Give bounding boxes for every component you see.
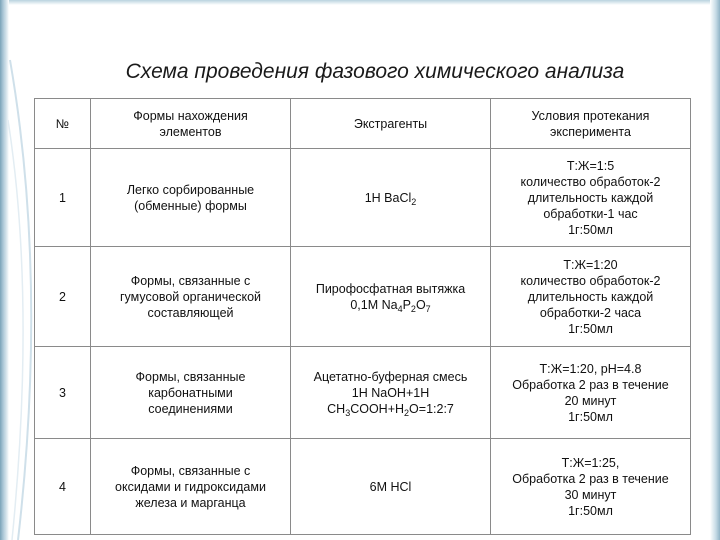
cell-line: 1г:50мл bbox=[568, 222, 613, 237]
cell-line: Обработка 2 раз в течение bbox=[512, 471, 669, 486]
cell-line: гумусовой органической bbox=[119, 289, 262, 304]
row-conditions bbox=[491, 347, 691, 439]
row-num: 2 bbox=[35, 247, 91, 347]
cell-line: соединениями bbox=[148, 401, 233, 416]
cell-line: 1г:50мл bbox=[568, 321, 613, 336]
extractant-line: Пирофосфатная вытяжка bbox=[315, 281, 466, 296]
cell-line: Формы, связанные bbox=[135, 369, 246, 384]
cell-line: 20 минут bbox=[564, 393, 617, 408]
row-conditions bbox=[491, 439, 691, 535]
cell-line: оксидами и гидроксидами bbox=[115, 479, 266, 494]
table-row bbox=[35, 347, 691, 439]
cell-line: количество обработок-2 bbox=[520, 174, 661, 189]
cell-line: 30 минут bbox=[564, 487, 617, 502]
header-conditions: Условия протекания эксперимента bbox=[491, 99, 691, 149]
analysis-table bbox=[34, 98, 691, 535]
cell-line: Т:Ж=1:20, рН=4.8 bbox=[539, 361, 642, 376]
cell-line: 1г:50мл bbox=[568, 409, 613, 424]
extractant-line: 1Н NaOH+1Н bbox=[351, 385, 430, 400]
extractant-line: $CH_3COOH+H_2O=1:2:7$ bbox=[327, 401, 454, 418]
cell-line: Формы, связанные с bbox=[130, 273, 251, 288]
row-extractant bbox=[291, 439, 491, 535]
row-num: 1 bbox=[35, 149, 91, 247]
slide-frame-top bbox=[0, 0, 720, 5]
row-extractant bbox=[291, 247, 491, 347]
table-row bbox=[35, 149, 691, 247]
cell-line: Т:Ж=1:20 bbox=[563, 257, 618, 272]
cell-line: Т:Ж=1:25, bbox=[561, 455, 620, 470]
cell-line: составляющей bbox=[147, 305, 234, 320]
row-extractant bbox=[291, 347, 491, 439]
cell-line: длительность каждой bbox=[527, 289, 654, 304]
row-num: 3 bbox=[35, 347, 91, 439]
cell-line: Легко сорбированные bbox=[126, 182, 255, 197]
extractant-line: 1Н BaCl$_2$ bbox=[364, 190, 417, 207]
cell-line: карбонатными bbox=[148, 385, 233, 400]
page-title: Схема проведения фазового химического анализа bbox=[125, 60, 625, 83]
cell-line: железа и марганца bbox=[135, 495, 246, 510]
header-num: № bbox=[35, 99, 91, 149]
row-forms bbox=[91, 439, 291, 535]
cell-line: количество обработок-2 bbox=[520, 273, 661, 288]
row-extractant bbox=[291, 149, 491, 247]
cell-line: (обменные) формы bbox=[134, 198, 247, 213]
cell-line: обработки-1 час bbox=[543, 206, 638, 221]
cell-line: Обработка 2 раз в течение bbox=[512, 377, 669, 392]
header-extractants: Экстрагенты bbox=[291, 99, 491, 149]
table-row bbox=[35, 439, 691, 535]
extractant-line: 6М HCl bbox=[369, 479, 412, 494]
table-header-row bbox=[35, 99, 691, 149]
cell-line: 1г:50мл bbox=[568, 503, 613, 518]
extractant-line: 0,1М $Na_4P_2O_7$ bbox=[350, 297, 431, 314]
cell-line: обработки-2 часа bbox=[539, 305, 642, 320]
cell-line: Т:Ж=1:5 bbox=[566, 158, 615, 173]
row-forms bbox=[91, 247, 291, 347]
row-conditions bbox=[491, 149, 691, 247]
row-conditions bbox=[491, 247, 691, 347]
row-num: 4 bbox=[35, 439, 91, 535]
extractant-line: Ацетатно-буферная смесь bbox=[313, 369, 468, 384]
table-row bbox=[35, 247, 691, 347]
cell-line: Формы, связанные с bbox=[130, 463, 251, 478]
row-forms bbox=[91, 347, 291, 439]
header-forms: Формы нахождения элементов bbox=[91, 99, 291, 149]
cell-line: длительность каждой bbox=[527, 190, 654, 205]
row-forms bbox=[91, 149, 291, 247]
